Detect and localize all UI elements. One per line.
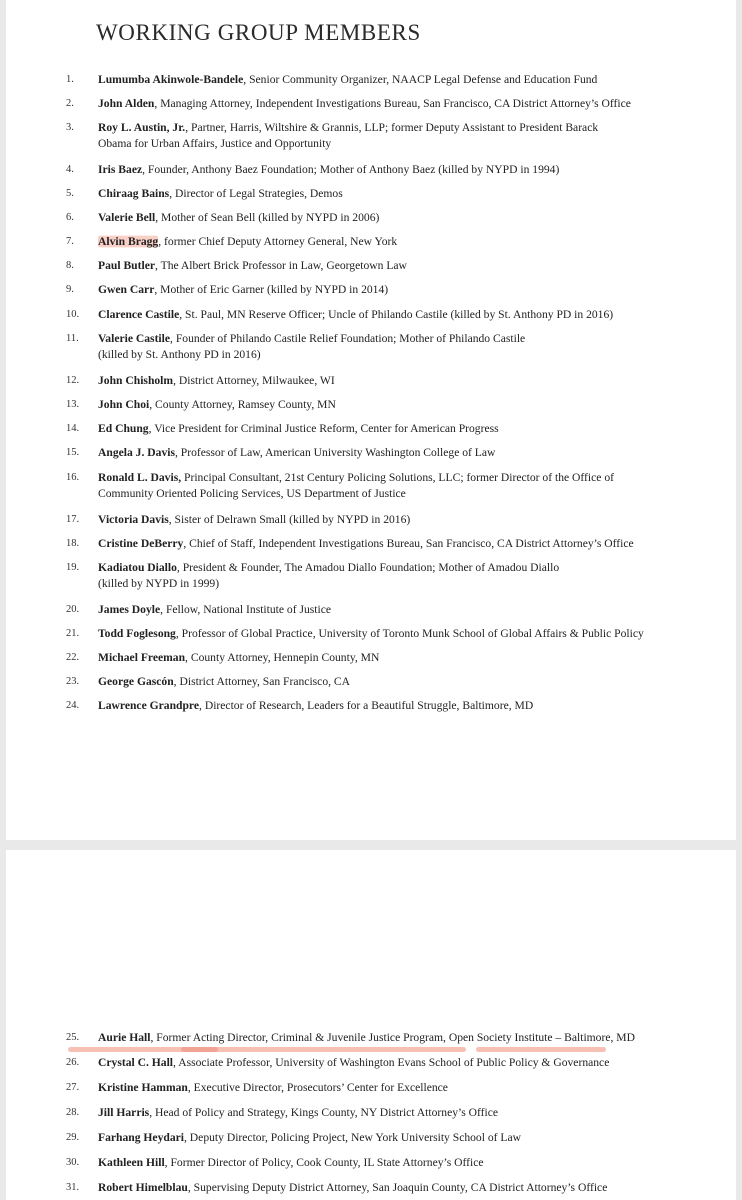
member-name: Gwen Carr — [98, 283, 155, 296]
member-name: Valerie Castile — [98, 332, 171, 345]
member-name: Cristine DeBerry — [98, 537, 184, 550]
item-number: 28. — [66, 1107, 80, 1118]
member-description: Fellow, National Institute of Justice — [163, 603, 332, 616]
item-text — [98, 307, 613, 323]
name-separator: , — [149, 1106, 153, 1119]
item-text — [98, 282, 388, 298]
member-description: President & Founder, The Amadou Diallo Foundation; Mother of Amadou Diallo — [179, 561, 560, 574]
item-number: 16. — [66, 472, 80, 483]
member-name: Crystal C. Hall — [98, 1056, 174, 1069]
member-description: former Chief Deputy Attorney General, New York — [161, 235, 398, 248]
name-separator: , — [155, 259, 158, 272]
item-number: 24. — [66, 700, 80, 711]
member-name: George Gascón — [98, 675, 174, 688]
member-name: Ronald L. Davis, — [98, 471, 182, 484]
item-text — [98, 1130, 521, 1146]
item-text — [98, 162, 559, 178]
member-description-continued: (killed by St. Anthony PD in 2016) — [98, 348, 261, 361]
member-description: Supervising Deputy District Attorney, San Joaquin County, CA District Attorney’s Office — [190, 1181, 608, 1194]
member-description: Mother of Eric Garner (killed by NYPD in 2014) — [157, 283, 389, 296]
member-name: Kathleen Hill — [98, 1156, 165, 1169]
item-text — [98, 1105, 498, 1121]
name-separator: , — [174, 446, 178, 459]
member-name: Ed Chung — [98, 422, 149, 435]
item-number: 14. — [66, 423, 80, 434]
item-number: 1. — [66, 74, 74, 85]
member-name: Angela J. Davis — [98, 446, 175, 459]
item-number: 19. — [66, 562, 80, 573]
name-separator: , — [199, 699, 202, 712]
member-name: James Doyle — [98, 603, 161, 616]
name-separator: , — [187, 1081, 191, 1094]
item-number: 15. — [66, 447, 80, 458]
name-separator: , — [164, 1156, 168, 1169]
member-description-continued: Obama for Urban Affairs, Justice and Opportunity — [98, 137, 332, 150]
member-description: Director of Legal Strategies, Demos — [172, 187, 343, 200]
item-number: 25. — [66, 1032, 80, 1043]
member-description: District Attorney, San Francisco, CA — [176, 675, 351, 688]
member-name: Michael Freeman — [98, 651, 186, 664]
item-text — [98, 1030, 635, 1046]
name-separator: , — [173, 675, 177, 688]
member-description: The Albert Brick Professor in Law, Georgetown Law — [157, 259, 407, 272]
item-text — [98, 445, 495, 461]
member-name: John Chisholm — [98, 374, 174, 387]
item-text — [98, 373, 335, 389]
name-separator: , — [142, 163, 146, 176]
name-separator: , — [173, 1056, 176, 1069]
item-number: 7. — [66, 236, 74, 247]
member-description: Managing Attorney, Independent Investigations Bureau, San Francisco, CA District Attorney’s Office — [157, 97, 631, 110]
member-description: County Attorney, Hennepin County, MN — [187, 651, 380, 664]
member-name: Paul Butler — [98, 259, 156, 272]
member-name: Jill Harris — [98, 1106, 150, 1119]
item-number: 18. — [66, 538, 80, 549]
item-text — [98, 210, 379, 226]
member-name: Chiraag Bains — [98, 187, 170, 200]
item-text — [98, 1080, 448, 1096]
item-number: 4. — [66, 164, 74, 175]
item-number: 10. — [66, 309, 80, 320]
member-name: Victoria Davis — [98, 513, 169, 526]
member-description-continued: Community Oriented Policing Services, US Department of Justice — [98, 487, 406, 500]
item-number: 27. — [66, 1082, 80, 1093]
item-number: 6. — [66, 212, 74, 223]
item-text — [98, 331, 525, 363]
name-separator: , — [185, 121, 189, 134]
item-number: 13. — [66, 399, 80, 410]
item-number: 3. — [66, 122, 74, 133]
item-text — [98, 1180, 607, 1196]
member-name: Valerie Bell — [98, 211, 156, 224]
item-number: 29. — [66, 1132, 80, 1143]
page-title: WORKING GROUP MEMBERS — [96, 20, 421, 45]
item-text — [98, 397, 336, 413]
item-text — [98, 234, 397, 250]
item-number: 21. — [66, 628, 80, 639]
item-number: 5. — [66, 188, 74, 199]
item-number: 31. — [66, 1182, 80, 1193]
name-separator: , — [148, 422, 152, 435]
name-separator: , — [154, 283, 158, 296]
name-separator: , — [170, 332, 173, 345]
item-text — [98, 96, 631, 112]
item-text — [98, 1055, 609, 1071]
name-separator: , — [184, 1131, 187, 1144]
name-separator: , — [175, 627, 179, 640]
member-description: Director of Research, Leaders for a Beautiful Struggle, Baltimore, MD — [201, 699, 534, 712]
item-number: 17. — [66, 514, 80, 525]
member-description: Sister of Delrawn Small (killed by NYPD in 2016) — [171, 513, 411, 526]
item-number: 22. — [66, 652, 80, 663]
item-text — [98, 186, 343, 202]
member-description: Principal Consultant, 21st Century Policing Solutions, LLC; former Director of the Office of — [181, 471, 614, 484]
name-separator: , — [155, 211, 159, 224]
item-number: 26. — [66, 1057, 80, 1068]
item-text — [98, 72, 597, 88]
member-name: Farhang Heydari — [98, 1131, 184, 1144]
member-name: Todd Foglesong — [98, 627, 176, 640]
member-description: Mother of Sean Bell (killed by NYPD in 2006) — [158, 211, 380, 224]
name-separator: , — [183, 537, 187, 550]
name-separator: , — [187, 1181, 191, 1194]
item-number: 8. — [66, 260, 74, 271]
item-text — [98, 536, 634, 552]
name-separator: , — [150, 1031, 154, 1044]
member-name: John Alden — [98, 97, 155, 110]
member-description: Former Director of Policy, Cook County, IL State Attorney’s Office — [167, 1156, 484, 1169]
member-name: Aurie Hall — [98, 1031, 151, 1044]
member-description: Head of Policy and Strategy, Kings County, NY District Attorney’s Office — [152, 1106, 499, 1119]
item-number: 9. — [66, 284, 74, 295]
item-text — [98, 560, 559, 592]
member-name: Lumumba Akinwole-Bandele — [98, 73, 244, 86]
name-separator: , — [173, 374, 176, 387]
highlight-stroke — [181, 1047, 466, 1052]
item-text — [98, 512, 410, 528]
item-number: 12. — [66, 375, 80, 386]
member-description: Founder, Anthony Baez Foundation; Mother of Anthony Baez (killed by NYPD in 1994) — [145, 163, 560, 176]
name-separator: , — [179, 308, 183, 321]
name-separator: , — [168, 513, 172, 526]
name-separator: , — [169, 187, 173, 200]
member-description: Chief of Staff, Independent Investigations Bureau, San Francisco, CA District Attorney’s Office — [186, 537, 634, 550]
item-number: 11. — [66, 333, 79, 344]
item-text — [98, 470, 614, 502]
member-description: Deputy Director, Policing Project, New York University School of Law — [186, 1131, 522, 1144]
item-number: 30. — [66, 1157, 80, 1168]
member-name: Lawrence Grandpre — [98, 699, 200, 712]
item-text — [98, 1155, 484, 1171]
item-text — [98, 421, 499, 437]
item-text — [98, 698, 533, 714]
member-description: County Attorney, Ramsey County, MN — [152, 398, 336, 411]
member-name: Alvin Bragg — [98, 235, 159, 248]
member-description: Founder of Philando Castile Relief Foundation; Mother of Philando Castile — [172, 332, 526, 345]
member-description: Vice President for Criminal Justice Reform, Center for American Progress — [151, 422, 499, 435]
item-text — [98, 626, 644, 642]
member-description: Executive Director, Prosecutors’ Center for Excellence — [190, 1081, 448, 1094]
name-separator: , — [154, 97, 158, 110]
name-separator: , — [185, 651, 188, 664]
item-text — [98, 258, 407, 274]
item-number: 2. — [66, 98, 74, 109]
member-description-continued: (killed by NYPD in 1999) — [98, 577, 220, 590]
member-description: St. Paul, MN Reserve Officer; Uncle of Philando Castile (killed by St. Anthony PD in 2016) — [182, 308, 614, 321]
member-description: Professor of Law, American University Washington College of Law — [177, 446, 496, 459]
name-separator: , — [176, 561, 180, 574]
member-description: Former Acting Director, Criminal & Juvenile Justice Program, Open Society Institute – Baltimore, MD — [153, 1031, 635, 1044]
member-description: District Attorney, Milwaukee, WI — [175, 374, 335, 387]
member-name: Kristine Hamman — [98, 1081, 188, 1094]
document-page-1 — [6, 0, 736, 840]
member-description: Associate Professor, University of Washington Evans School of Public Policy & Governance — [175, 1056, 610, 1069]
member-name: Clarence Castile — [98, 308, 180, 321]
name-separator: , — [243, 73, 247, 86]
name-separator: , — [160, 603, 164, 616]
item-text — [98, 674, 350, 690]
member-description: Senior Community Organizer, NAACP Legal Defense and Education Fund — [246, 73, 598, 86]
item-number: 23. — [66, 676, 80, 687]
item-text — [98, 120, 598, 152]
name-separator: , — [158, 235, 162, 248]
member-description: Professor of Global Practice, University of Toronto Munk School of Global Affairs & Public Policy — [178, 627, 644, 640]
document-page-2 — [6, 850, 736, 1200]
member-name: Robert Himelblau — [98, 1181, 188, 1194]
member-name: John Choi — [98, 398, 150, 411]
item-text — [98, 602, 331, 618]
item-number: 20. — [66, 604, 80, 615]
member-name: Roy L. Austin, Jr. — [98, 121, 186, 134]
item-text — [98, 650, 379, 666]
member-name: Iris Baez — [98, 163, 143, 176]
name-separator: , — [149, 398, 153, 411]
member-description: Partner, Harris, Wiltshire & Grannis, LLP; former Deputy Assistant to President Barack — [188, 121, 599, 134]
member-name: Kadiatou Diallo — [98, 561, 177, 574]
highlight-stroke — [476, 1047, 606, 1052]
